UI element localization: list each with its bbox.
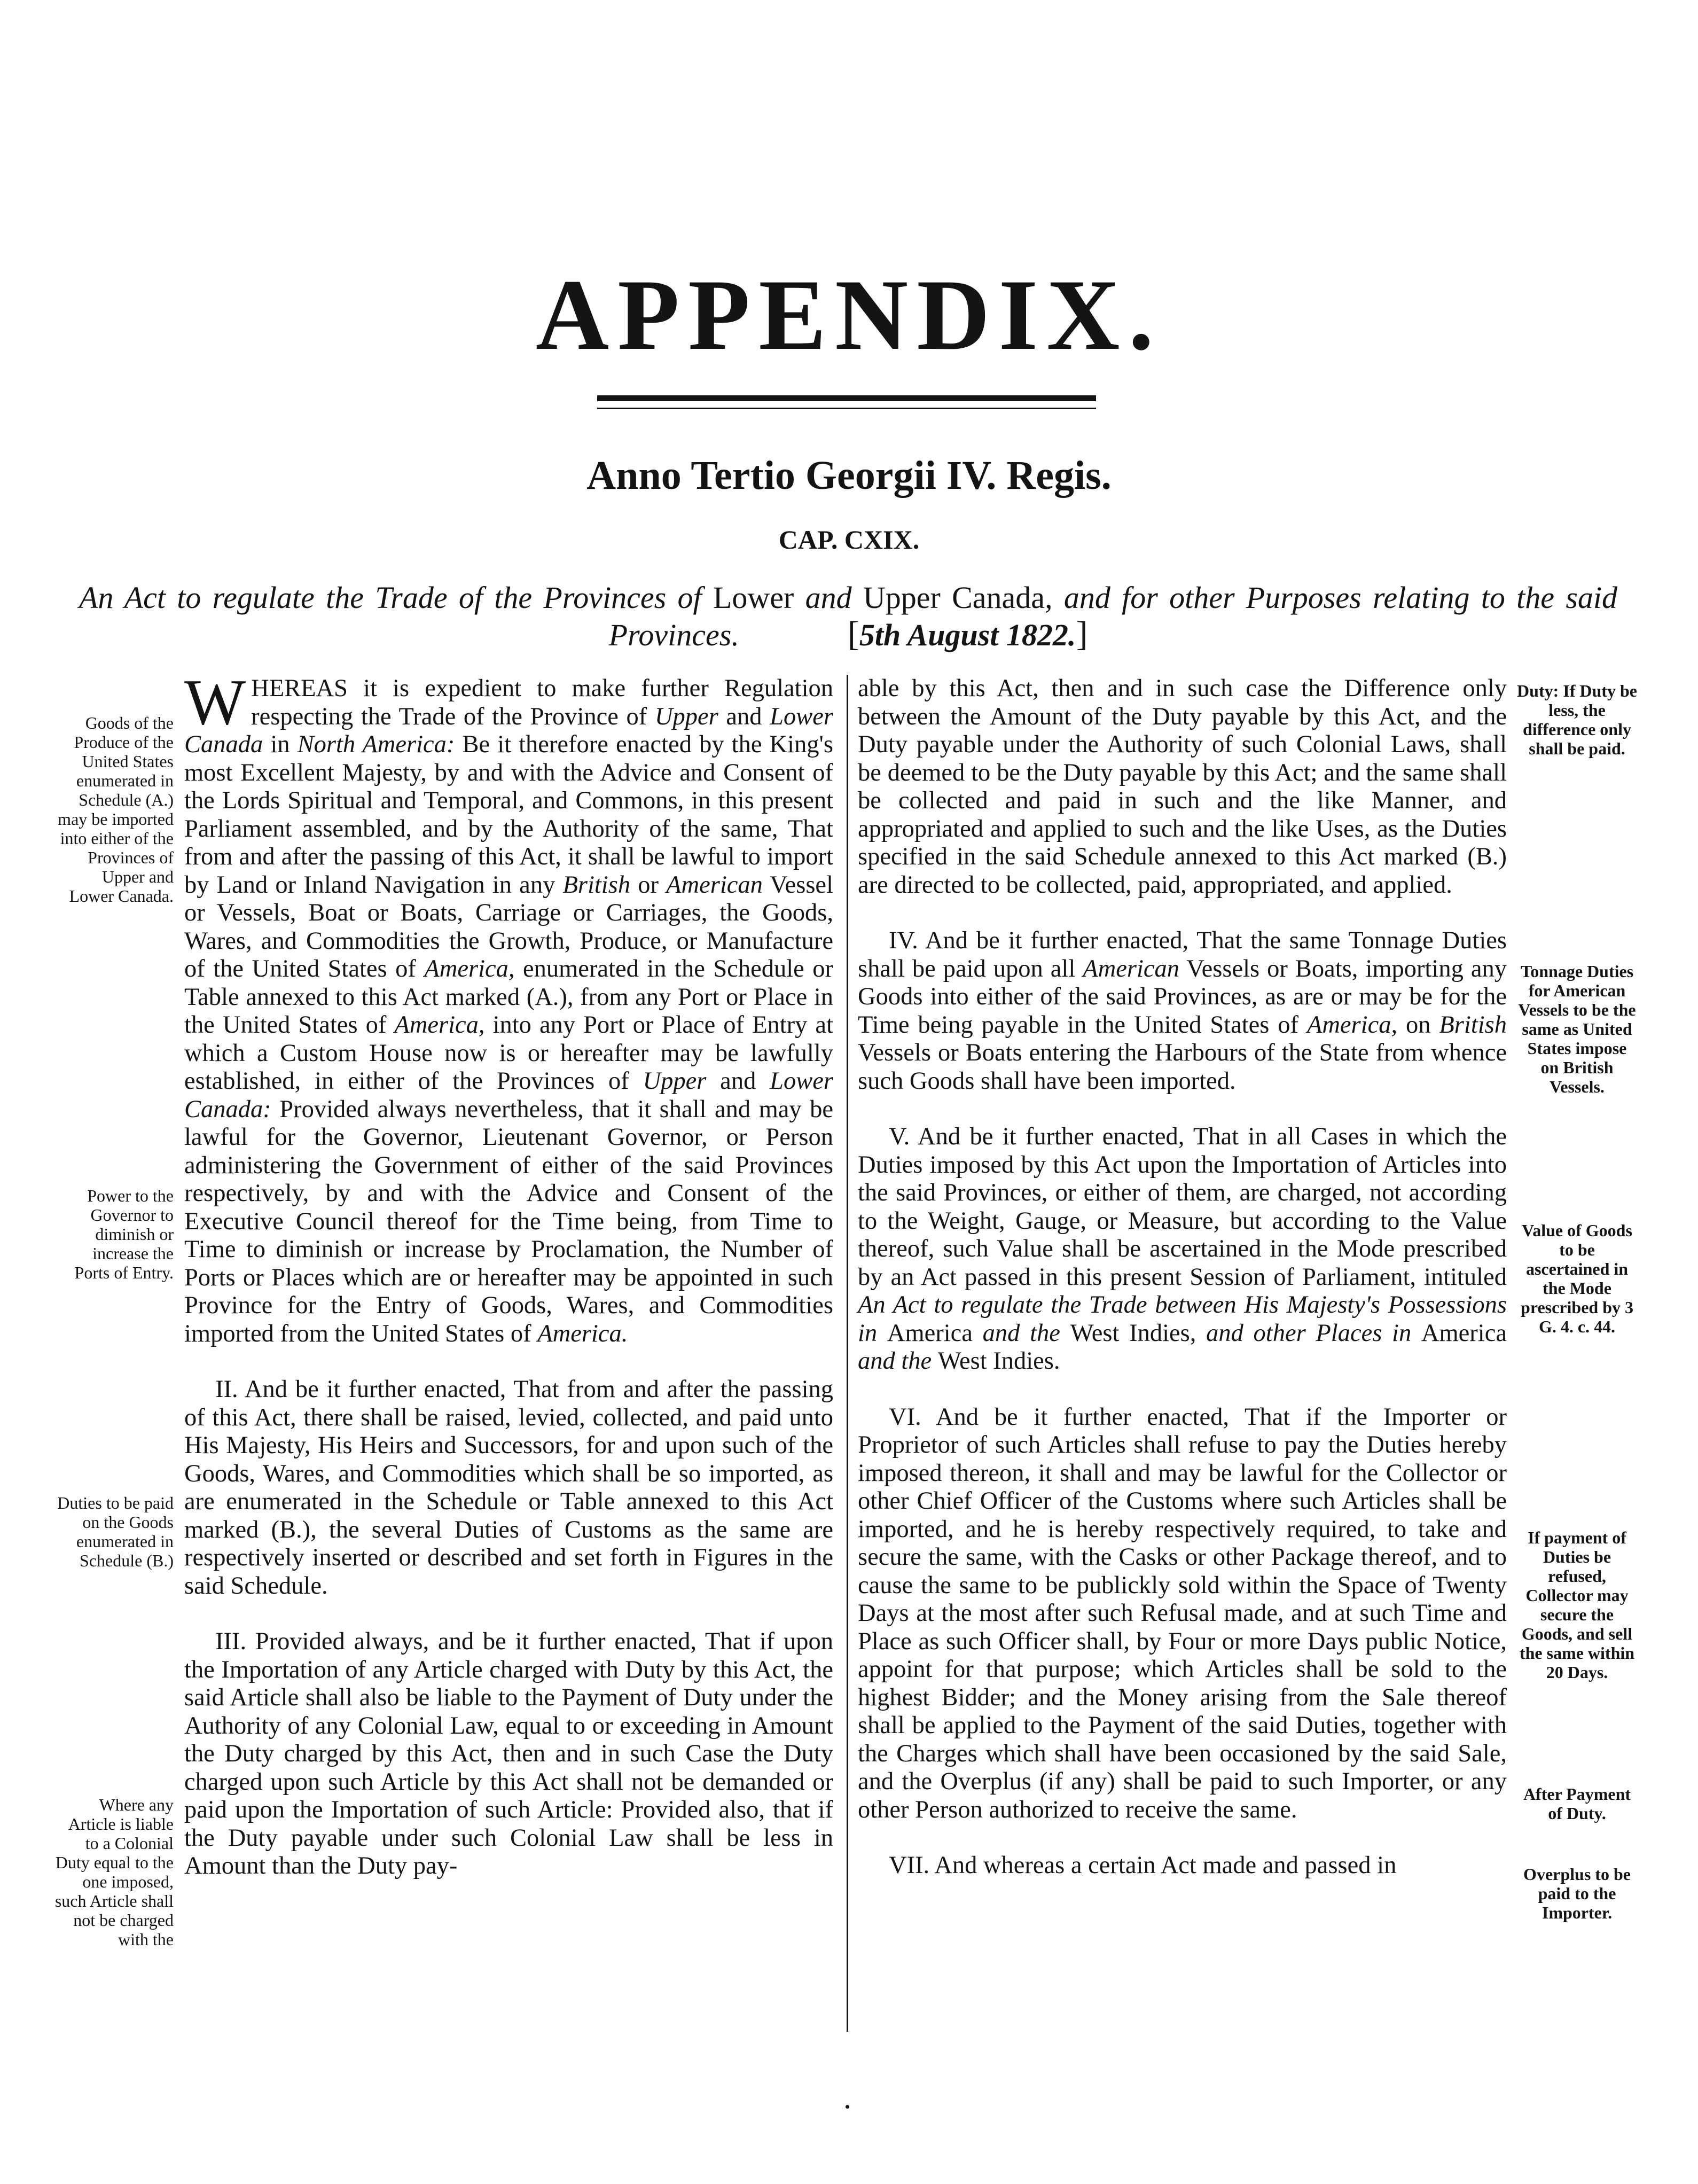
text-run: into any Port or Place of Entry at which a Custom House now is or hereafter may be lawfully established, in either of the Provinces of xyxy=(184,1011,833,1095)
italic-run: America, xyxy=(424,955,515,982)
regnal-year-subheading: Anno Tertio Georgii IV. Regis. xyxy=(586,453,1112,498)
italic-run: Lower Canada xyxy=(184,703,833,758)
text-run: V. And be it further enacted, That in all Cases in which the Duties imposed by this Act upon the Importation of Articles into the said Provinces, or either of them, are charged, not according to the Weight, Gauge, or Measure, but according to the Value thereof, such Value shall be ascertained in the Mode prescribed by an Act passed in this present Session of Parliament, intituled xyxy=(858,1123,1507,1291)
margin-note-tonnage-duties: Tonnage Duties for American Vessels to be the same as United States impose on British Vessels. xyxy=(1518,962,1636,1096)
margin-note-duty-difference: Duty: If Duty be less, the difference only shall be paid. xyxy=(1517,681,1637,758)
text-run: enumerated in the Schedule or Table annexed to this Act marked (A.), from any Port or Place in the United States of xyxy=(184,955,833,1039)
margin-note-after-payment: After Payment of Duty. xyxy=(1523,1784,1631,1823)
text-run: West Indies, xyxy=(1070,1319,1196,1347)
italic-run: American xyxy=(1083,955,1180,982)
drop-cap: W xyxy=(184,666,246,738)
act-title-part: An Act to regulate the Trade of the Provinces of xyxy=(79,580,713,615)
column-divider xyxy=(847,675,848,2032)
heading-rule-thin xyxy=(597,408,1096,409)
margin-note-colonial-duty: Where any Article is liable to a Colonial Duty equal to the one imposed, such Article shall not be charged with the xyxy=(54,1795,174,1949)
italic-run: Upper xyxy=(654,703,718,730)
text-run: Vessels or Boats, importing any Goods into either of the said Provinces, as are or may be for the Time being payable in the United States of xyxy=(858,955,1507,1039)
text-run: America xyxy=(887,1319,973,1347)
act-title xyxy=(79,580,1617,653)
margin-note-payment-refused: If payment of Duties be refused, Collector may secure the Goods, and sell the same within 20 Days. xyxy=(1519,1528,1635,1682)
section-6: VI. And be it further enacted, That if the Importer or Proprietor of such Articles shall refuse to pay the Duties hereby imposed thereon, it shall and may be lawful for the Collector or other Chief Officer of the Customs where such Articles shall be imported, and he is hereby respectively required, to take and secure the same, with the Casks or other Package thereof, and to cause the same to be publickly sold within the Space of Twenty Days at the most after such Refusal made, and at such Time and Place as such Officer shall, by Four or more Days public Notice, appoint for that purpose; which Articles shall be sold to the highest Bidder; and the Money arising from the Sale thereof shall be applied to the Payment of the said Duties, together with the Charges which shall have been occasioned by the said Sale, and the Overplus (if any) shall be paid to such Importer, or any other Person authorized to receive the same. xyxy=(858,1403,1507,1823)
act-date xyxy=(847,614,1088,653)
act-title-upper: Upper Canada xyxy=(863,580,1045,615)
appendix-heading: APPENDIX. xyxy=(535,259,1163,371)
text-run: or xyxy=(630,871,667,899)
text-run: HEREAS it is expedient to make further Regulation respecting the Trade of the Province of xyxy=(251,675,833,730)
footer-mark xyxy=(846,2105,849,2109)
date-bracket-close: ] xyxy=(1076,614,1088,653)
chapter-number: CAP. CXIX. xyxy=(778,525,920,555)
italic-run: America, xyxy=(1306,1011,1398,1039)
italic-run: and the xyxy=(972,1319,1070,1347)
section-2: II. And be it further enacted, That from and after the passing of this Act, there shall be raised, levied, collected, and paid unto His Majesty, His Heirs and Successors, for and upon such of the Goods, Wares, and Commodities which shall be so imported, as are enumerated in the Schedule or Table annexed to this Act marked (B.), the several Duties of Customs as the same are respectively inserted or described and set forth in Figures in the said Schedule. xyxy=(184,1376,833,1600)
italic-run: and the xyxy=(858,1347,938,1375)
italic-run: An Act to regulate the Trade between His Majesty's Possessions in xyxy=(858,1291,1507,1347)
section-4 xyxy=(858,927,1507,1095)
italic-run: Upper xyxy=(643,1067,707,1095)
date-bracket-open: [ xyxy=(847,614,859,653)
act-title-part: and xyxy=(794,580,863,615)
right-text-column xyxy=(858,675,1507,1880)
text-run: Provided always nevertheless, that it shall and may be lawful for the Governor, Lieutenant Governor, or Person administering the Government of either of the said Provinces respectively, by and with the Advice and Consent of the Executive Council thereof for the Time being, from Time to Time to diminish or increase by Proclamation, the Number of Ports or Places which are or hereafter may be appointed in such Province for the Entry of Goods, Wares, and Commodities imported from the United States of xyxy=(184,1095,833,1347)
section-1 xyxy=(184,666,834,1348)
italic-run: America, xyxy=(394,1011,485,1039)
italic-run: British xyxy=(1439,1011,1507,1039)
section-5 xyxy=(858,1123,1507,1376)
text-run: America xyxy=(1421,1319,1507,1347)
italic-run: Lower Canada: xyxy=(184,1067,833,1123)
margin-note-value-of-goods: Value of Goods to be ascertained in the Mode prescribed by 3 G. 4. c. 44. xyxy=(1521,1221,1633,1336)
text-run: Be it therefore enacted by the King's most Excellent Majesty, by and with the Advice and Consent of the Lords Spiritual and Temporal, and Commons, in this present Parliament assembled, and by the Authority of the same, That from and after the passing of this Act, it shall be lawful to import by Land or Inland Navigation in any xyxy=(184,731,834,899)
italic-run: British xyxy=(562,871,631,899)
italic-run: America. xyxy=(537,1320,628,1347)
text-run: and xyxy=(718,703,770,730)
text-run: Vessels or Boats entering the Harbours of the State from whence such Goods shall have been imported. xyxy=(858,1039,1507,1095)
margin-note-duties-schedule-b: Duties to be paid on the Goods enumerated in Schedule (B.) xyxy=(57,1493,174,1570)
act-title-lower: Lower xyxy=(713,580,794,615)
italic-run: North America: xyxy=(297,731,455,758)
text-run: and xyxy=(706,1067,770,1095)
margin-note-overplus: Overplus to be paid to the Importer. xyxy=(1523,1865,1631,1922)
text-run: on xyxy=(1397,1011,1439,1039)
date-text: 5th August 1822. xyxy=(859,618,1076,652)
margin-note-goods-schedule-a: Goods of the Produce of the United States enumerated in Schedule (A.) may be imported into either of the Provinces of Upper and Lower Canada. xyxy=(58,713,174,906)
italic-run: and other Places in xyxy=(1196,1319,1421,1347)
text-run: IV. And be it further enacted, That the same Tonnage Duties shall be paid upon all xyxy=(858,927,1507,982)
left-text-column xyxy=(184,666,834,1881)
heading-rule-thick xyxy=(597,395,1096,401)
italic-run: American xyxy=(666,871,763,899)
text-run: in xyxy=(263,731,298,758)
text-run: West Indies. xyxy=(937,1347,1060,1375)
margin-note-ports-of-entry: Power to the Governor to diminish or increase the Ports of Entry. xyxy=(74,1186,174,1282)
section-7: VII. And whereas a certain Act made and passed in xyxy=(889,1852,1397,1879)
section-3-continued: able by this Act, then and in such case the Difference only between the Amount of the Duty payable by this Act, and the Duty payable under the Authority of such Colonial Laws, shall be deemed to be the Duty payable by this Act; and the same shall be collected and paid in such and the like Manner, and appropriated and applied to such and the like Uses, as the Duties specified in the said Schedule annexed to this Act marked (B.) are directed to be collected, paid, appropriated, and applied. xyxy=(858,675,1507,899)
section-3: III. Provided always, and be it further enacted, That if upon the Importation of any Article charged with Duty by this Act, the said Article shall also be liable to the Payment of Duty under the Authority of any Colonial Law, equal to or exceeding in Amount the Duty charged by this Act, then and in such Case the Duty charged upon such Article by this Act shall not be demanded or paid upon the Importation of such Article: Provided also, that if the Duty payable under such Colonial Law shall be less in Amount than the Duty pay- xyxy=(184,1628,833,1879)
text-run: Vessel or Vessels, Boat or Boats, Carriage or Carriages, the Goods, Wares, and Commodities the Growth, Produce, or Manufacture of the United States of xyxy=(184,871,833,982)
act-title-part: , and for other Purposes relating to the said Provinces. xyxy=(608,580,1618,652)
